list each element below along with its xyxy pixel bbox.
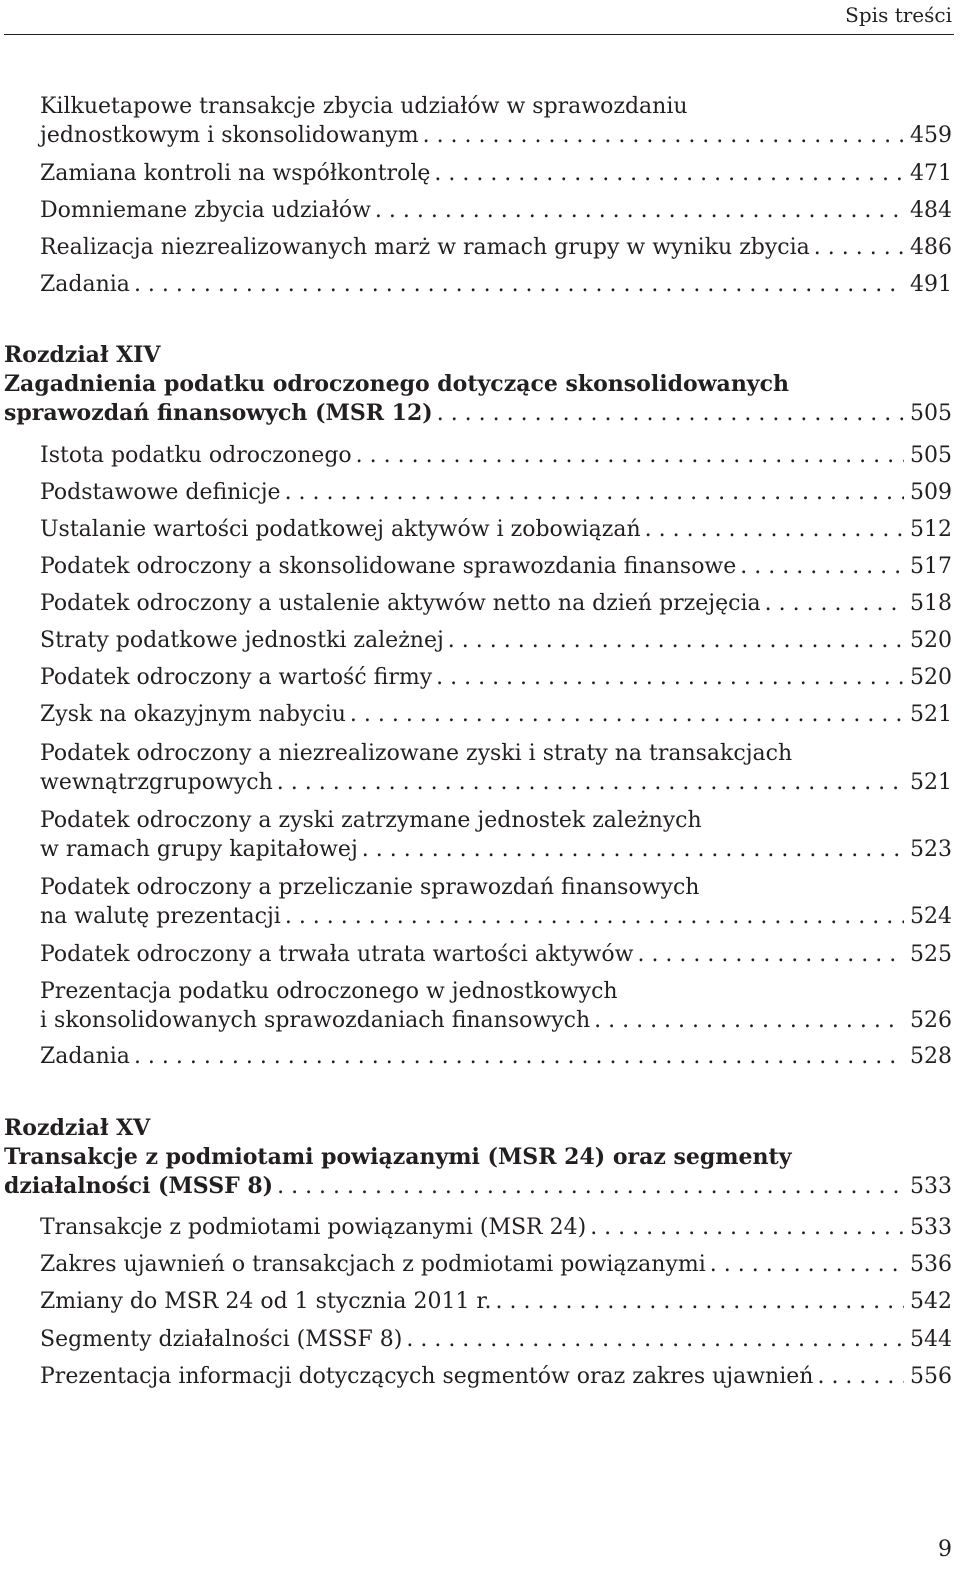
- dot-leader: [371, 196, 904, 225]
- toc-entry-title-line: Podatek odroczony a zyski zatrzymane jednostek zależnych: [40, 808, 702, 833]
- toc-entry-title: w ramach grupy kapitałowej: [40, 837, 358, 862]
- toc-page-number: 542: [910, 1289, 952, 1314]
- toc-entry[interactable]: [40, 739, 952, 797]
- toc-entry[interactable]: [40, 441, 952, 470]
- dot-leader: [273, 768, 904, 797]
- toc-entry[interactable]: [40, 873, 952, 931]
- dot-leader: [130, 270, 904, 299]
- toc-entry-title: Podatek odroczony a skonsolidowane sprawozdania finansowe: [40, 554, 737, 579]
- header-title: Spis treści: [845, 3, 952, 27]
- toc-entry[interactable]: [40, 1362, 952, 1391]
- toc-entry[interactable]: [40, 1250, 952, 1279]
- dot-leader: [761, 589, 904, 618]
- toc-entry-title-line: Prezentacja podatku odroczonego w jednostkowych: [40, 979, 618, 1004]
- toc-entry[interactable]: [40, 196, 952, 225]
- toc-entry-title: Podatek odroczony a wartość firmy: [40, 665, 433, 690]
- page-number: 9: [938, 1537, 952, 1562]
- toc-entry[interactable]: [40, 92, 952, 150]
- toc-entry-title: Prezentacja informacji dotyczących segmentów oraz zakres ujawnień: [40, 1364, 814, 1389]
- toc-entry-title: na walutę prezentacji: [40, 904, 281, 929]
- toc-entry-title: Zadania: [40, 1044, 130, 1069]
- toc-entry[interactable]: [40, 589, 952, 618]
- toc-page-number: 486: [910, 235, 952, 260]
- toc-entry-title: Zakres ujawnień o transakcjach z podmiotami powiązanymi: [40, 1252, 706, 1277]
- toc-entry-title: Podatek odroczony a trwała utrata wartości aktywów: [40, 942, 634, 967]
- toc-entry[interactable]: [40, 663, 952, 692]
- toc-entry[interactable]: [40, 806, 952, 864]
- toc-entry-title-line: Zagadnienia podatku odroczonego dotyczące skonsolidowanych: [4, 371, 789, 397]
- dot-leader: [419, 121, 904, 150]
- toc-page-number: 525: [910, 942, 952, 967]
- toc-entry-title: Ustalanie wartości podatkowej aktywów i zobowiązań: [40, 517, 641, 542]
- toc-entry[interactable]: [40, 515, 952, 544]
- toc-entry-title-line: Podatek odroczony a przeliczanie sprawozdań finansowych: [40, 875, 700, 900]
- toc-chapter-entry[interactable]: [4, 1114, 952, 1201]
- toc-entry-title: Zysk na okazyjnym nabyciu: [40, 702, 346, 727]
- dot-leader: [402, 1325, 904, 1354]
- toc-entry-title-line: Podatek odroczony a niezrealizowane zyski i straty na transakcjach: [40, 741, 793, 766]
- toc-page-number: 523: [910, 837, 952, 862]
- dot-leader: [590, 1006, 904, 1035]
- toc-entry-title: Zadania: [40, 272, 130, 297]
- toc-entry-title: Podstawowe definicje: [40, 480, 281, 505]
- toc-page-number: 459: [910, 123, 952, 148]
- toc-entry[interactable]: [40, 977, 952, 1035]
- toc-entry[interactable]: [40, 1325, 952, 1354]
- dot-leader: [358, 835, 904, 864]
- toc-page-number: 544: [910, 1327, 952, 1352]
- toc-page-number: 536: [910, 1252, 952, 1277]
- toc-entry-title: jednostkowym i skonsolidowanym: [40, 123, 419, 148]
- dot-leader: [586, 1213, 904, 1242]
- toc-entry[interactable]: [40, 552, 952, 581]
- dot-leader: [273, 1172, 904, 1201]
- toc-entry[interactable]: [40, 626, 952, 655]
- toc-entry-title: wewnątrzgrupowych: [40, 770, 273, 795]
- toc-entry-title: Zmiany do MSR 24 od 1 stycznia 2011 r.: [40, 1289, 492, 1314]
- toc-page-number: 520: [910, 628, 952, 653]
- toc-page-number: 505: [910, 401, 952, 426]
- toc-entry-title: Zamiana kontroli na współkontrolę: [40, 161, 431, 186]
- toc-entry-title-line: Kilkuetapowe transakcje zbycia udziałów w sprawozdaniu: [40, 94, 688, 119]
- dot-leader: [130, 1042, 904, 1071]
- dot-leader: [633, 940, 904, 969]
- toc-page-number: 556: [910, 1364, 952, 1389]
- toc-page-number: 533: [910, 1215, 952, 1240]
- toc-page-number: 517: [910, 554, 952, 579]
- dot-leader: [641, 515, 904, 544]
- toc-entry[interactable]: [40, 270, 952, 299]
- toc-entry-title: Segmenty działalności (MSSF 8): [40, 1327, 403, 1352]
- toc-entry-title: i skonsolidowanych sprawozdaniach finansowych: [40, 1008, 591, 1033]
- dot-leader: [432, 663, 904, 692]
- toc-page-number: 533: [910, 1174, 952, 1199]
- dot-leader: [352, 441, 904, 470]
- toc-page-number: 520: [910, 665, 952, 690]
- dot-leader: [706, 1250, 904, 1279]
- chapter-label: Rozdział XIV: [4, 342, 161, 368]
- toc-page-number: 521: [910, 702, 952, 727]
- toc-entry[interactable]: [40, 940, 952, 969]
- dot-leader: [813, 1362, 904, 1391]
- toc-page-number: 505: [910, 443, 952, 468]
- toc-entry-title-line: Transakcje z podmiotami powiązanymi (MSR 24) oraz segmenty: [4, 1144, 792, 1170]
- toc-chapter-entry[interactable]: [4, 341, 952, 428]
- toc-entry[interactable]: [40, 1042, 952, 1071]
- toc-page-number: 521: [910, 770, 952, 795]
- toc-page-number: 528: [910, 1044, 952, 1069]
- toc-entry-title: Transakcje z podmiotami powiązanymi (MSR 24): [40, 1215, 587, 1240]
- toc-entry-title: Domniemane zbycia udziałów: [40, 198, 371, 223]
- dot-leader: [346, 700, 904, 729]
- dot-leader: [430, 159, 904, 188]
- toc-entry-title: Realizacja niezrealizowanych marż w ramach grupy w wyniku zbycia: [40, 235, 810, 260]
- toc-entry[interactable]: [40, 159, 952, 188]
- toc-page-number: 484: [910, 198, 952, 223]
- dot-leader: [433, 399, 904, 428]
- dot-leader: [444, 626, 904, 655]
- dot-leader: [492, 1287, 904, 1316]
- toc-entry[interactable]: [40, 1287, 952, 1316]
- toc-entry-title: działalności (MSSF 8): [4, 1173, 274, 1199]
- toc-page-number: 512: [910, 517, 952, 542]
- toc-entry-title: Straty podatkowe jednostki zależnej: [40, 628, 444, 653]
- toc-entry[interactable]: [40, 233, 952, 262]
- toc-page-number: 526: [910, 1008, 952, 1033]
- dot-leader: [281, 478, 904, 507]
- dot-leader: [736, 552, 904, 581]
- toc-page-number: 518: [910, 591, 952, 616]
- toc-entry[interactable]: [40, 1213, 952, 1242]
- toc-entry-title: sprawozdań finansowych (MSR 12): [4, 400, 433, 426]
- toc-page-number: 524: [910, 904, 952, 929]
- chapter-label: Rozdział XV: [4, 1115, 151, 1141]
- toc-entry-title: Podatek odroczony a ustalenie aktywów netto na dzień przejęcia: [40, 591, 761, 616]
- running-header: [4, 0, 954, 35]
- toc-page-number: 509: [910, 480, 952, 505]
- toc-entry[interactable]: [40, 700, 952, 729]
- toc-entry-title: Istota podatku odroczonego: [40, 443, 352, 468]
- toc-page-number: 491: [910, 272, 952, 297]
- dot-leader: [281, 902, 904, 931]
- toc-page-number: 471: [910, 161, 952, 186]
- toc-entry[interactable]: [40, 478, 952, 507]
- dot-leader: [810, 233, 904, 262]
